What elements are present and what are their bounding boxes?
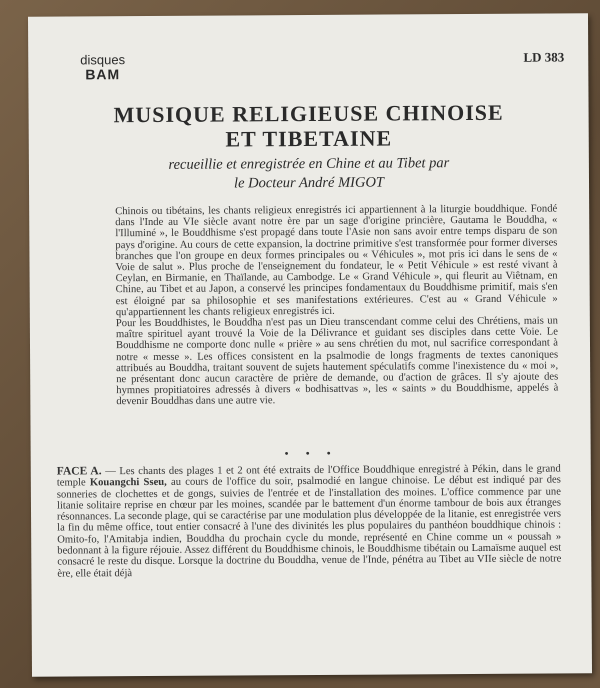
title-line-2: ET TIBETAINE (225, 125, 393, 152)
intro-paragraph-1: Chinois ou tibétains, les chants religieux enregistrés ici appartiennent à la liturgie bouddhique. Fondé dans l'Inde au VIe siècle avant notre ère par un sage d'origine princière, Gautama le Bouddha, « l'Illuminé », le Bouddhisme s'est propagé dans toute l'Asie non sans avoir entre temps disparu de son pays d'origine. Au cours de cette expansion, la doctrine primitive s'est transformée pour former diverses branches que l'on groupe en deux formes principales ou « Véhicules », mot pris ici dans le sens de « Voie de salut ». Plus proche de l'enseignement du fondateur, le « Petit Véhicule » est resté vivant à Ceylan, en Birmanie, en Thaïlande, au Cambodge. Le « Grand Véhicule », qui fleurit au Viêtnam, en Chine, au Tibet et au Japon, a conservé les principes fondamentaux du Bouddhisme primitif, mais s'en est éloigné par sa philosophie et ses manifestations extérieures. C'est au « Grand Véhicule » qu'appartiennent les chants religieux enregistrés ici. (115, 203, 558, 319)
subtitle-line-1: recueillie et enregistrée en Chine et au Tibet par (168, 155, 450, 173)
document-subtitle (89, 154, 529, 195)
face-a-heading: FACE A. (56, 465, 102, 478)
catalog-number: LD 383 (523, 49, 565, 65)
face-a-text-start: — Les chants des plages 1 et 2 ont été extraits de l'Office Bouddhique enregistré à Pékin, dans le grand temple (56, 463, 561, 489)
face-a-section (57, 463, 562, 579)
label-line-bam: BAM (85, 66, 121, 83)
face-a-text-rest: au cours de l'office du soir, psalmodié en langue chinoise. Le début est indiqué par des sonneries de clochettes et de gongs, suivies de l'entrée et de l'installation des moines. L'office commence par une litanie solitaire reprise en chœur par les moines, scandée par le battement d'un énorme tambour de bois aux étranges résonnances. La seconde plage, qui se caractérise par une modulation plus développée de la litanie, est enregistrée vers la fin du même office, tout entier consacré à l'une des divinités les plus populaires du panthéon bouddhique chinois : Omito-fo, l'Amitabja indien, Bouddha du prochain cycle du monde, représenté en Chine comme un « poussah » bedonnant à la figure réjouie. Assez différent du Bouddhisme chinois, le Bouddhisme tibétain ou Lamaïsme auquel est consacré le reste du disque. Lorsque la doctrine du Bouddha, venue de l'Inde, pénétra au Tibet au VIIe siècle de notre ère, elle était déjà (56, 474, 562, 580)
label-name (80, 52, 125, 82)
label-line-disques: disques (80, 52, 126, 68)
title-line-1: MUSIQUE RELIGIEUSE CHINOISE (113, 99, 504, 128)
temple-name: Kouangchi Sseu, (89, 477, 167, 489)
document-title (89, 100, 529, 153)
intro-text (115, 203, 558, 407)
intro-paragraph-2: Pour les Bouddhistes, le Bouddha n'est pas un Dieu transcendant comme celui des Chrétiens, mais un maître spirituel ayant trouvé la Voie de la Délivrance et guidant ses disciples dans cette Voie. Le Bouddhisme ne comporte donc nulle « prière » au sens chrétien du mot, nul sacrifice correspondant à notre « messe ». Les offices consistent en la psalmodie de longs fragments de textes canoniques attribués au Bouddha, traitant souvent de sujets hautement spéculatifs comme l'inexistence du « moi », ne présentant donc aucun caractère de prière de demande, ou d'action de grâces. Il s'y ajoute des hymnes propitiatoires adressés à divers « bodhisattvas », les « saints » du Bouddhisme, appelés à devenir Bouddhas dans une autre vie. (115, 315, 559, 408)
section-separator: • • • (283, 448, 338, 461)
record-insert-sheet (28, 13, 592, 676)
subtitle-line-2: le Docteur André MIGOT (233, 174, 385, 192)
